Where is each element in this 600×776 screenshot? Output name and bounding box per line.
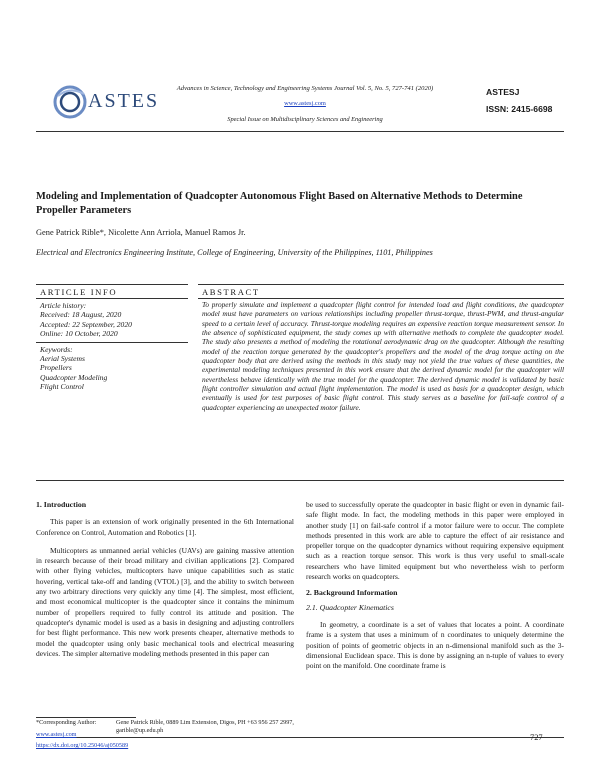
article-info — [36, 284, 188, 392]
special-issue: Special Issue on Multidisciplinary Sciences and Engineering — [227, 116, 383, 123]
corresponding-author: Gene Patrick Rible, 0889 Lim Extension, Digos, PH +63 956 257 2997, garible@up.edu.ph — [116, 719, 294, 734]
accepted-date: Accepted: 22 September, 2020 — [40, 319, 132, 329]
section-1-heading: 1. Introduction — [36, 500, 87, 509]
keyword-item: Quadcopter Modeling — [40, 372, 108, 382]
article-history — [36, 299, 188, 342]
body-column-right — [306, 500, 564, 671]
keywords — [36, 343, 188, 392]
header-rule — [36, 131, 564, 132]
abstract-heading: ABSTRACT — [202, 287, 260, 297]
section-2-heading: 2. Background Information — [306, 588, 398, 598]
journal-citation: Advances in Science, Technology and Engineering Systems Journal Vol. 5, No. 5, 727-741 (2020) — [176, 85, 434, 92]
footnote-rule — [36, 717, 136, 718]
body-column-left — [36, 500, 294, 659]
page-number: 727 — [530, 733, 543, 742]
footer-url-link[interactable]: www.astesj.com — [36, 731, 77, 738]
footer-rule — [36, 737, 564, 738]
history-label: Article history: — [40, 301, 87, 310]
online-date: Online: 10 October, 2020 — [40, 329, 118, 339]
intro-paragraph-3: be used to successfully operate the quadcopter in basic flight or even in dynamic fail-safe flight mode. In fact, the modeling methods in this paper were employed in another study [1] on fail-safe control if a motor failure were to occur. The complete methods presented in this work are able to capture the effect of air resistance and propeller torque on the quadcopter dynamics without requiring expensive equipment such as a reaction torque sensor. This work is thus very useful to small-scale researchers who have limited equipment but who nevertheless wish to perform research works on quadcopters. — [306, 500, 564, 582]
doi-link[interactable]: https://dx.doi.org/10.25046/aj050589 — [36, 742, 129, 749]
paper-authors: Gene Patrick Rible*, Nicolette Ann Arriola, Manuel Ramos Jr. — [36, 228, 246, 237]
footer-url — [36, 731, 77, 739]
astes-logo-text: ASTES — [88, 90, 160, 112]
keyword-item: Propellers — [40, 363, 72, 373]
issn: ISSN: 2415-6698 — [486, 104, 553, 114]
section-2-1-heading: 2.1. Quadcopter Kinematics — [306, 602, 394, 612]
doi — [36, 742, 128, 750]
abstract-bottom-rule — [36, 480, 564, 481]
intro-paragraph-1: This paper is an extension of work originally presented in the 6th International Conference on Control, Automation and Robotics [1]. — [36, 517, 294, 537]
paper-title: Modeling and Implementation of Quadcopter Autonomous Flight Based on Alternative Methods to Determine Propeller Parameters — [36, 191, 523, 216]
intro-paragraph-2: Multicopters as unmanned aerial vehicles (UAVs) are gaining massive attention in research because of their broad military and civilian applications [2]. Compared with other flying vehicles, multicopters have unique capabilities such as static hovering, vertical take-off and landing (VTOL) [3], and the ability to switch between any two arbitrary directions very quickly any time [4]. The simplest, most efficient, and most economical multicopter is the quadcopter since it contains the minimum number of propellers required to fully control its attitude and position. The quadcopter's dynamic model is used as a basis in designing and adjusting controllers for best flight performance. This new work presents cheaper, alternative methods to model the quadcopter using only basic mechanical tools and electrical measuring devices. The simpler alternative modeling methods presented in this paper can — [36, 545, 294, 658]
keyword-item: Aerial Systems — [40, 354, 85, 364]
astes-logo-icon — [52, 82, 92, 122]
keyword-item: Flight Control — [40, 382, 84, 392]
journal-url — [140, 100, 470, 107]
received-date: Received: 18 August, 2020 — [40, 310, 122, 320]
corresponding-label: *Corresponding Author: — [36, 719, 97, 726]
abstract — [198, 284, 564, 412]
kinematics-paragraph: In geometry, a coordinate is a set of values that locates a point. A coordinate frame is a system that uses a minimum of n coordinates to uniquely determine the position of points of geometric objects in an n-dimensional manifold such as the 3-dimensional Euclidean space. This is done by assigning an n-tuple of values to every point on the manifold. One coordinate frame is — [306, 619, 564, 671]
journal-code: ASTESJ — [486, 87, 520, 97]
article-info-heading: ARTICLE INFO — [40, 287, 118, 297]
journal-url-link[interactable]: www.astesj.com — [284, 100, 326, 107]
keywords-label: Keywords: — [40, 344, 73, 354]
abstract-text: To properly simulate and implement a quadcopter flight control for intended load and flight conditions, the quadcopter model must have parameters on various relationships including propeller thrust-torque, thrust-PWM, and thrust-angular speed to a certain level of accuracy. Thrust-torque modeling requires an expensive reaction torque measurement sensor. In the absence of sophisticated equipment, the study comes up with alternative methods to complete the quadcopter model. The study also presents a method of modeling the rotational aerodynamic drag on the quadcopter. Although the resulting model of the reaction torque generated by the quadcopter's propellers and the model of the drag torque acting on the quadcopter body that are derived using the methods in this study may not yield the true values of these quantities, the experimental modeling techniques presented in this work ensure that the derived dynamic model for the quadcopter will nevertheless behave identically with the true model for the quadcopter. The derived dynamic model is validated by basic flight controller simulation and actual flight implementation. The model is used as basis for a quadcopter design, which eventually is used for test purposes of basic flight control. This study serves as a baseline for fail-safe control of a quadcopter experiencing an unexpected motor failure. — [202, 300, 564, 412]
paper-affiliation: Electrical and Electronics Engineering Institute, College of Engineering, University of the Philippines, 1101, Philippines — [36, 248, 433, 257]
journal-ids — [486, 84, 576, 118]
